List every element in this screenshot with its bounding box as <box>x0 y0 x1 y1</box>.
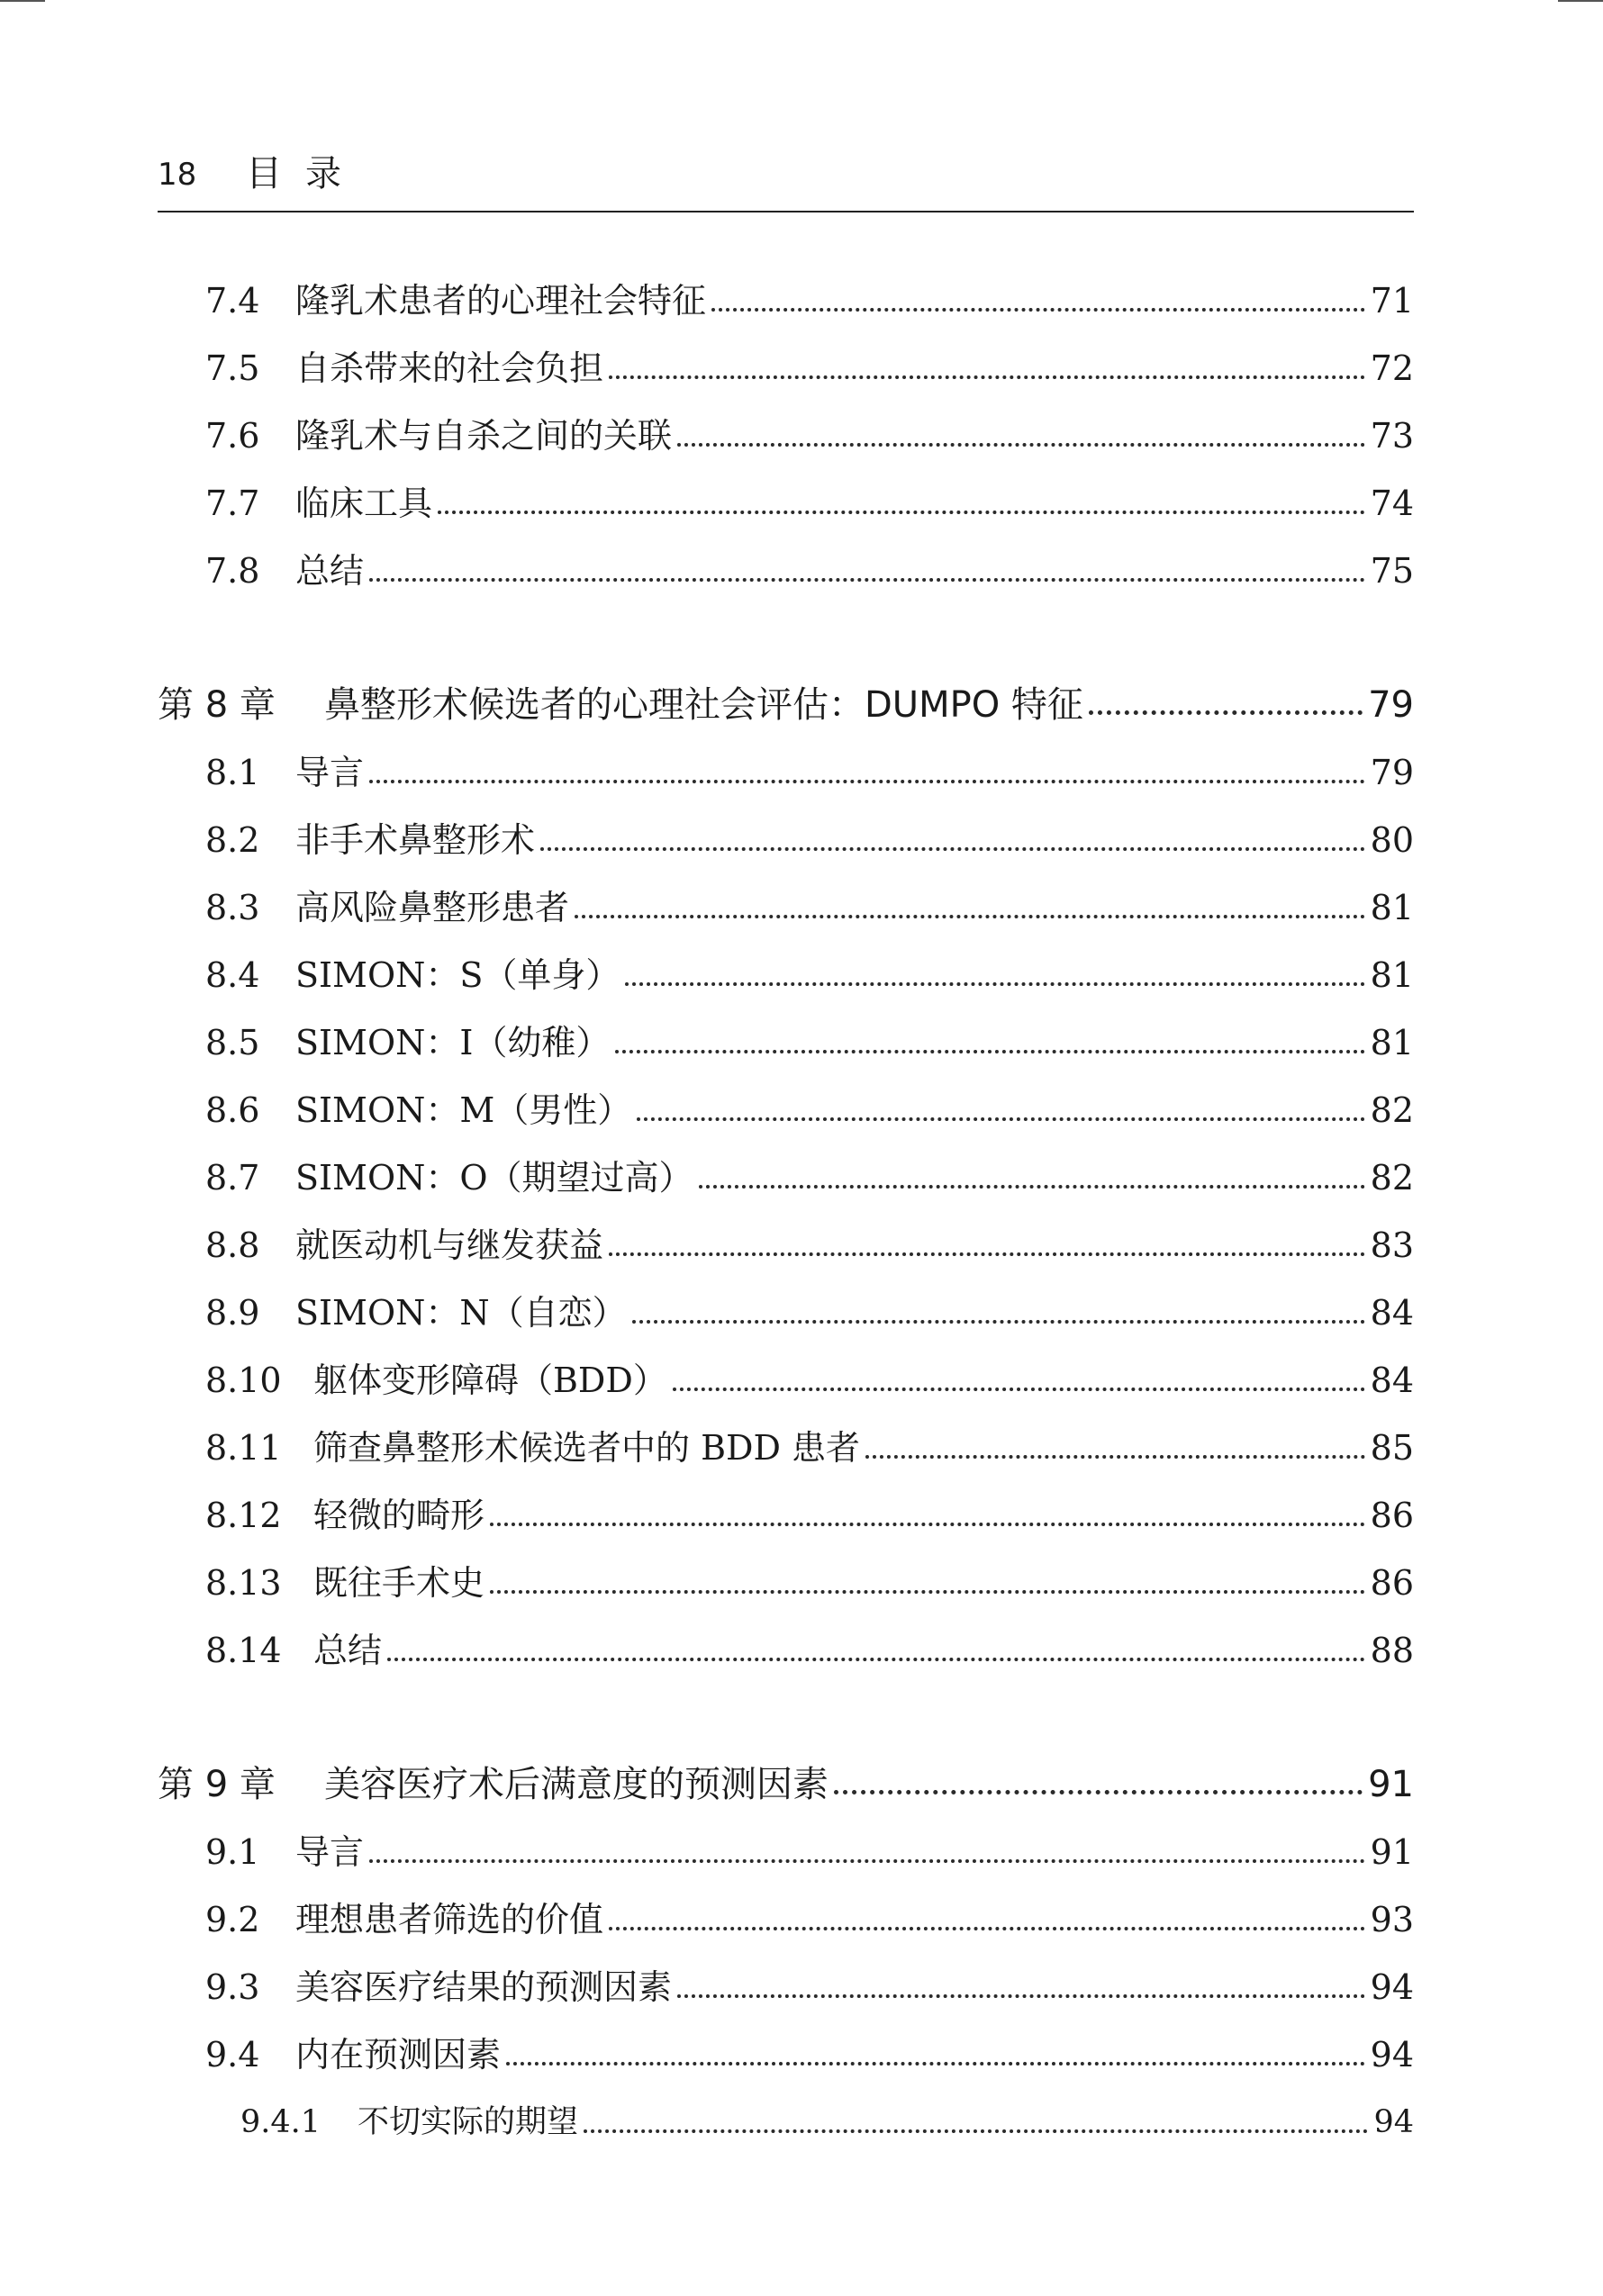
leader-dots <box>609 1927 1365 1930</box>
entry-number: 9.2 <box>205 1900 260 1939</box>
entry-title: 不切实际的期望 <box>358 2104 579 2140</box>
toc-entry-8-8[interactable] <box>158 1198 1414 1266</box>
leader-dots <box>584 2129 1368 2133</box>
leader-dots <box>625 982 1364 986</box>
leader-dots <box>540 847 1365 851</box>
entry-number: 7.7 <box>205 484 260 523</box>
entry-number: 7.5 <box>205 348 260 388</box>
entry-page: 81 <box>1370 955 1414 995</box>
entry-page: 94 <box>1370 1967 1414 2007</box>
toc-entry-7-5[interactable] <box>158 321 1414 389</box>
entry-number: 9.4.1 <box>240 2104 322 2140</box>
toc-entry-9-4-1[interactable] <box>158 2075 1414 2143</box>
entry-page: 79 <box>1370 753 1414 792</box>
toc-entry-8-11[interactable] <box>158 1401 1414 1469</box>
entry-page: 82 <box>1370 1090 1414 1130</box>
toc-entry-9-4[interactable] <box>158 2008 1414 2075</box>
leader-dots <box>699 1185 1365 1189</box>
entry-number: 8.9 <box>205 1293 260 1333</box>
entry-title: 理想患者筛选的价值 <box>295 1900 604 1939</box>
toc-entry-8-12[interactable] <box>158 1469 1414 1536</box>
entry-page: 94 <box>1370 2035 1414 2075</box>
chapter-number: 第 9 章 <box>158 1764 276 1805</box>
entry-title: 既往手术史 <box>313 1563 485 1603</box>
entry-page: 88 <box>1370 1631 1414 1670</box>
entry-title: 内在预测因素 <box>295 2035 502 2075</box>
page-header <box>158 144 1414 212</box>
entry-title: 轻微的畸形 <box>313 1496 485 1535</box>
entry-page: 84 <box>1370 1360 1414 1400</box>
entry-page: 86 <box>1370 1563 1414 1603</box>
chapter-title: 美容医疗术后满意度的预测因素 <box>324 1764 829 1805</box>
entry-number: 8.2 <box>205 820 260 860</box>
leader-dots <box>490 1590 1365 1594</box>
entry-number: 8.14 <box>205 1631 282 1670</box>
toc-entry-8-10[interactable] <box>158 1333 1414 1401</box>
chapter-title: 鼻整形术候选者的心理社会评估：DUMPO 特征 <box>324 684 1083 726</box>
leader-dots <box>677 1994 1365 1998</box>
entry-page: 81 <box>1370 888 1414 927</box>
leader-dots <box>490 1523 1365 1526</box>
toc-chapter-9[interactable] <box>158 1738 1414 1805</box>
entry-number: 7.8 <box>205 551 260 591</box>
toc-entry-7-6[interactable] <box>158 389 1414 456</box>
entry-title: SIMON：M（男性） <box>295 1090 632 1130</box>
entry-title: 导言 <box>295 753 365 792</box>
spacer <box>158 592 1414 658</box>
entry-title: 自杀带来的社会负担 <box>295 348 604 388</box>
entry-title: 隆乳术患者的心理社会特征 <box>295 281 707 321</box>
entry-page: 81 <box>1370 1023 1414 1062</box>
entry-number: 7.4 <box>205 281 260 321</box>
toc-entry-7-8[interactable] <box>158 524 1414 592</box>
entry-page: 86 <box>1370 1496 1414 1535</box>
entry-title: 高风险鼻整形患者 <box>295 888 570 927</box>
entry-number: 8.5 <box>205 1023 260 1062</box>
entry-number: 9.3 <box>205 1967 260 2007</box>
leader-dots <box>369 1859 1365 1863</box>
entry-number: 8.11 <box>205 1428 282 1468</box>
page-number: 18 <box>158 157 197 193</box>
entry-title: 美容医疗结果的预测因素 <box>295 1967 673 2007</box>
entry-page: 71 <box>1370 281 1414 321</box>
leader-dots <box>369 578 1365 582</box>
entry-number: 8.3 <box>205 888 260 927</box>
entry-title: 临床工具 <box>295 484 433 523</box>
toc-entry-9-1[interactable] <box>158 1805 1414 1873</box>
toc-entry-8-6[interactable] <box>158 1063 1414 1131</box>
table-of-contents <box>158 254 1414 2143</box>
toc-entry-8-7[interactable] <box>158 1131 1414 1198</box>
entry-page: 80 <box>1370 820 1414 860</box>
entry-title: SIMON：I（幼稚） <box>295 1023 611 1062</box>
entry-page: 85 <box>1370 1428 1414 1468</box>
leader-dots <box>615 1050 1364 1053</box>
toc-entry-8-13[interactable] <box>158 1536 1414 1604</box>
chapter-number: 第 8 章 <box>158 684 276 726</box>
entry-number: 8.7 <box>205 1158 260 1198</box>
entry-page: 91 <box>1370 1832 1414 1872</box>
entry-title: 导言 <box>295 1832 365 1872</box>
entry-number: 8.12 <box>205 1496 282 1535</box>
leader-dots <box>677 443 1365 447</box>
spacer <box>158 1671 1414 1738</box>
toc-entry-8-1[interactable] <box>158 726 1414 793</box>
entry-page: 75 <box>1370 551 1414 591</box>
entry-number: 9.1 <box>205 1832 260 1872</box>
entry-number: 8.13 <box>205 1563 282 1603</box>
toc-entry-7-4[interactable] <box>158 254 1414 321</box>
leader-dots <box>834 1790 1363 1794</box>
entry-page: 72 <box>1370 348 1414 388</box>
entry-title: SIMON：N（自恋） <box>295 1293 627 1333</box>
entry-page: 84 <box>1370 1293 1414 1333</box>
leader-dots <box>438 511 1365 514</box>
toc-entry-7-7[interactable] <box>158 456 1414 524</box>
leader-dots <box>632 1320 1365 1324</box>
entry-number: 8.6 <box>205 1090 260 1130</box>
leader-dots <box>711 308 1365 312</box>
entry-number: 8.4 <box>205 955 260 995</box>
chapter-page: 79 <box>1368 684 1414 726</box>
entry-number: 8.10 <box>205 1360 282 1400</box>
toc-entry-8-9[interactable] <box>158 1266 1414 1333</box>
chapter-page: 91 <box>1368 1764 1414 1805</box>
entry-title: 总结 <box>313 1631 383 1670</box>
entry-title: 筛查鼻整形术候选者中的 BDD 患者 <box>313 1428 861 1468</box>
entry-title: 就医动机与继发获益 <box>295 1225 604 1265</box>
toc-entry-8-4[interactable] <box>158 928 1414 996</box>
entry-page: 93 <box>1370 1900 1414 1939</box>
leader-dots <box>387 1658 1365 1661</box>
crop-mark-right <box>1558 0 1603 2</box>
leader-dots <box>609 375 1365 379</box>
entry-page: 73 <box>1370 416 1414 456</box>
entry-number: 9.4 <box>205 2035 260 2075</box>
leader-dots <box>637 1117 1364 1121</box>
entry-title: SIMON：O（期望过高） <box>295 1158 693 1198</box>
running-title: 目录 <box>246 153 365 194</box>
toc-chapter-8[interactable] <box>158 658 1414 726</box>
leader-dots <box>1089 710 1363 715</box>
leader-dots <box>369 780 1365 783</box>
entry-page: 94 <box>1373 2104 1414 2140</box>
leader-dots <box>575 915 1365 918</box>
entry-number: 8.1 <box>205 753 260 792</box>
entry-title: 非手术鼻整形术 <box>295 820 536 860</box>
leader-dots <box>865 1455 1365 1459</box>
entry-number: 7.6 <box>205 416 260 456</box>
entry-page: 82 <box>1370 1158 1414 1198</box>
toc-entry-9-2[interactable] <box>158 1873 1414 1940</box>
crop-mark-left <box>0 0 45 2</box>
leader-dots <box>673 1388 1365 1391</box>
leader-dots <box>506 2062 1365 2065</box>
entry-title: 总结 <box>295 551 365 591</box>
entry-number: 8.8 <box>205 1225 260 1265</box>
toc-entry-8-3[interactable] <box>158 861 1414 928</box>
leader-dots <box>609 1252 1365 1256</box>
toc-entry-9-3[interactable] <box>158 1940 1414 2008</box>
entry-title: 躯体变形障碍（BDD） <box>313 1360 667 1400</box>
entry-page: 83 <box>1370 1225 1414 1265</box>
toc-entry-8-14[interactable] <box>158 1604 1414 1671</box>
toc-entry-8-2[interactable] <box>158 793 1414 861</box>
toc-entry-8-5[interactable] <box>158 996 1414 1063</box>
entry-title: SIMON：S（单身） <box>295 955 620 995</box>
entry-page: 74 <box>1370 484 1414 523</box>
entry-title: 隆乳术与自杀之间的关联 <box>295 416 673 456</box>
